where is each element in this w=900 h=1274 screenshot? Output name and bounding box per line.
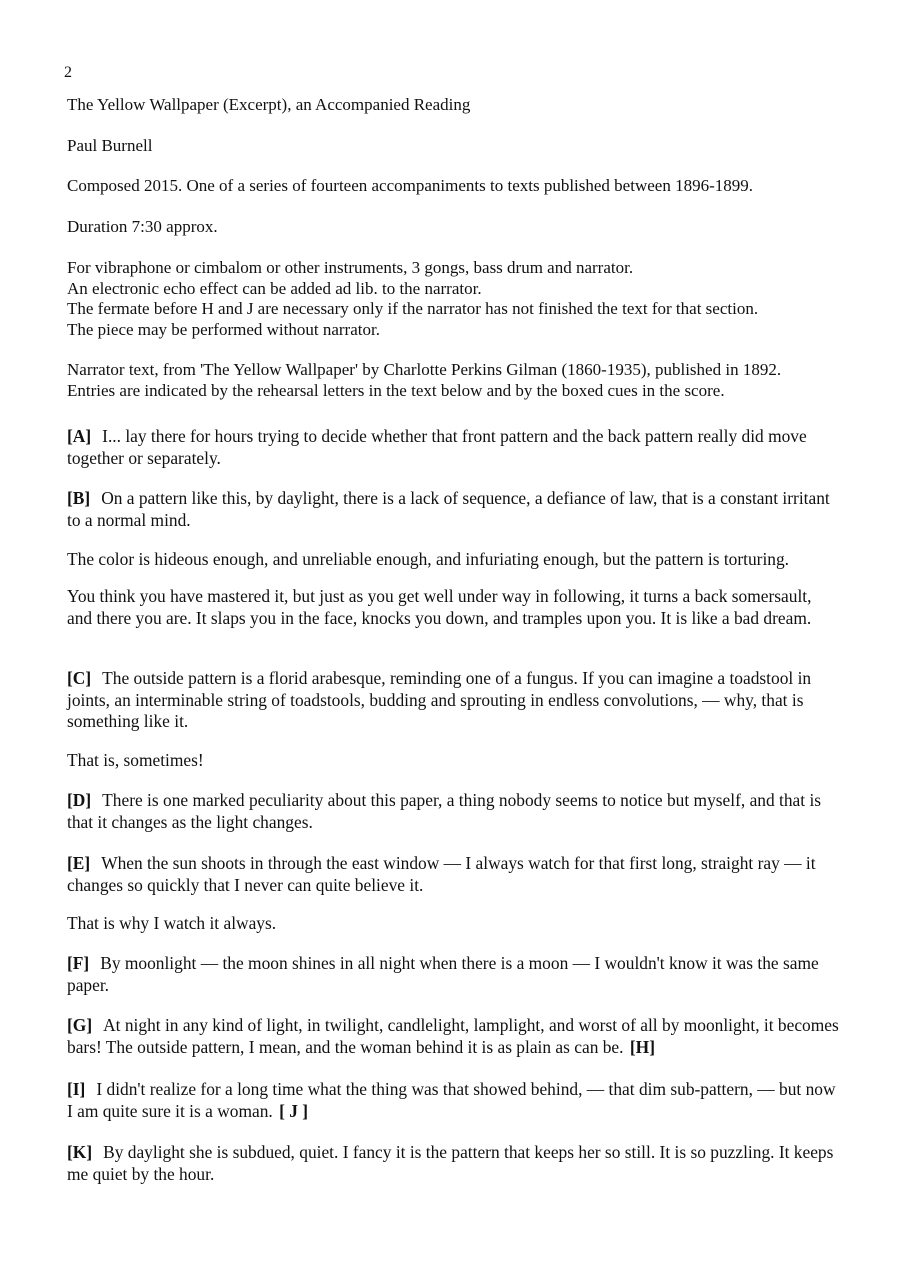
section-text: I didn't realize for a long time what the thing was that showed behind, — that dim sub-pattern, — but now I am quite sure it is a woman. — [67, 1079, 836, 1121]
composition-note: Composed 2015. One of a series of fourteen accompaniments to texts published between 1896-1899. — [67, 176, 753, 195]
rehearsal-letter: [K] — [67, 1142, 93, 1162]
paragraph-text: That is, sometimes! — [67, 750, 204, 770]
section-k — [67, 1142, 839, 1185]
rehearsal-letter: [F] — [67, 953, 90, 973]
section-b — [67, 488, 839, 531]
rehearsal-letter: [B] — [67, 488, 91, 508]
rehearsal-letter: [D] — [67, 790, 92, 810]
section-d — [67, 790, 839, 833]
instrumentation-line: For vibraphone or cimbalom or other instruments, 3 gongs, bass drum and narrator. — [67, 258, 634, 277]
instrumentation-line: The piece may be performed without narrator. — [67, 319, 380, 339]
section-a — [67, 426, 839, 469]
paragraph-text: The color is hideous enough, and unreliable enough, and infuriating enough, but the pattern is torturing. — [67, 549, 790, 569]
section-c — [67, 668, 839, 733]
section-text: By moonlight — the moon shines in all night when there is a moon — I wouldn't know it was the same paper. — [67, 953, 819, 995]
source-line: Entries are indicated by the rehearsal letters in the text below and by the boxed cues in the score. — [67, 380, 725, 400]
rehearsal-letter: [I] — [67, 1079, 86, 1099]
section-f — [67, 953, 839, 996]
section-text: I... lay there for hours trying to decide whether that front pattern and the back pattern really did move together or separately. — [67, 426, 807, 468]
instrumentation-line: The fermate before H and J are necessary only if the narrator has not finished the text for that section. — [67, 299, 759, 318]
rehearsal-letter: [A] — [67, 426, 92, 446]
section-text: The outside pattern is a florid arabesque, reminding one of a fungus. If you can imagine a toadstool in joints, an interminable string of toadstools, budding and sprouting in endless convolutions, — why, that is something like it. — [67, 668, 812, 731]
document-title: The Yellow Wallpaper (Excerpt), an Accompanied Reading — [67, 95, 471, 114]
section-text: On a pattern like this, by daylight, there is a lack of sequence, a defiance of law, that is a constant irritant to a normal mind. — [67, 488, 830, 530]
source-notes — [67, 360, 847, 401]
instrumentation-line: An electronic echo effect can be added ad lib. to the narrator. — [67, 278, 482, 298]
section-i — [67, 1079, 839, 1122]
page-number: 2 — [64, 64, 72, 81]
rehearsal-letter: [E] — [67, 853, 91, 873]
section-e — [67, 853, 839, 896]
section-text: There is one marked peculiarity about this paper, a thing nobody seems to notice but myself, and that is that it changes as the light changes. — [67, 790, 822, 832]
composer-name: Paul Burnell — [67, 136, 153, 155]
instrumentation-notes — [67, 258, 847, 340]
section-text: When the sun shoots in through the east window — I always watch for that first long, straight ray — it changes so quickly that I never can quite believe it. — [67, 853, 816, 895]
rehearsal-letter: [C] — [67, 668, 92, 688]
section-text: At night in any kind of light, in twilight, candlelight, lamplight, and worst of all by moonlight, it becomes bars! The outside pattern, I mean, and the woman behind it is as plain as can be. — [67, 1015, 839, 1057]
duration-note: Duration 7:30 approx. — [67, 217, 218, 236]
rehearsal-letter: [H] — [629, 1036, 655, 1057]
rehearsal-letter: [ J ] — [279, 1100, 309, 1121]
paragraph-text: You think you have mastered it, but just as you get well under way in following, it turns a back somersault, and there you are. It slaps you in the face, knocks you down, and tramples upon you. It is like a bad dream. — [67, 586, 812, 628]
source-line: Narrator text, from 'The Yellow Wallpaper' by Charlotte Perkins Gilman (1860-1935), published in 1892. — [67, 360, 782, 379]
rehearsal-letter: [G] — [67, 1015, 93, 1035]
section-g — [67, 1015, 839, 1058]
section-text: By daylight she is subdued, quiet. I fancy it is the pattern that keeps her so still. It is so puzzling. It keeps me quiet by the hour. — [67, 1142, 834, 1184]
paragraph-text: That is why I watch it always. — [67, 913, 277, 933]
